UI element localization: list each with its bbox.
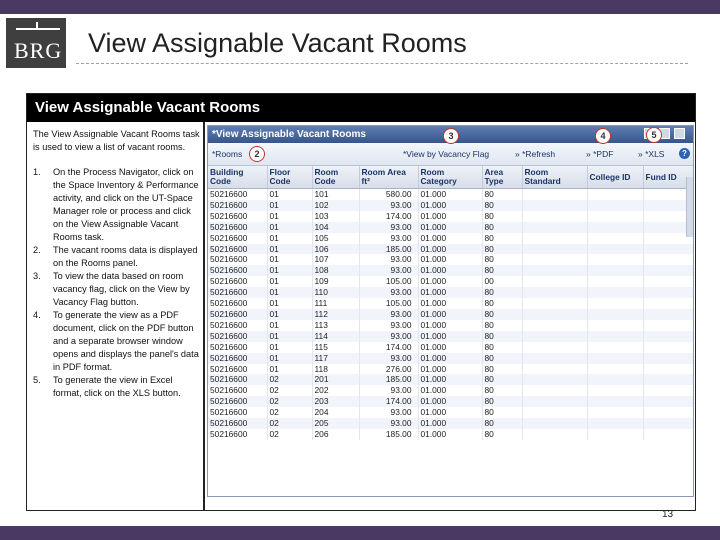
table-cell bbox=[587, 276, 643, 287]
table-cell bbox=[643, 342, 693, 353]
table-cell bbox=[587, 233, 643, 244]
table-cell bbox=[587, 342, 643, 353]
table-cell: 80 bbox=[482, 331, 522, 342]
table-cell: 01 bbox=[267, 276, 312, 287]
table-cell: 50216600 bbox=[208, 407, 267, 418]
table-cell: 01.000 bbox=[418, 331, 482, 342]
table-cell: 80 bbox=[482, 342, 522, 353]
table-cell: 01 bbox=[267, 342, 312, 353]
table-cell: 01.000 bbox=[418, 364, 482, 375]
table-cell bbox=[587, 211, 643, 222]
table-cell: 01.000 bbox=[418, 309, 482, 320]
table-cell: 50216600 bbox=[208, 244, 267, 255]
refresh-button[interactable]: » *Refresh bbox=[515, 149, 556, 159]
table-cell bbox=[643, 331, 693, 342]
app-window-title-text: *View Assignable Vacant Rooms bbox=[212, 129, 366, 140]
table-cell: 50216600 bbox=[208, 265, 267, 276]
table-cell bbox=[643, 254, 693, 265]
content-frame bbox=[26, 93, 696, 511]
table-row[interactable] bbox=[208, 200, 693, 211]
table-cell: 112 bbox=[312, 309, 359, 320]
table-cell bbox=[643, 364, 693, 375]
table-row[interactable] bbox=[208, 342, 693, 353]
table-cell: 01.000 bbox=[418, 276, 482, 287]
table-cell: 93.00 bbox=[359, 222, 418, 233]
table-cell: 01.000 bbox=[418, 418, 482, 429]
table-cell bbox=[587, 418, 643, 429]
table-cell: 50216600 bbox=[208, 364, 267, 375]
table-cell: 01 bbox=[267, 364, 312, 375]
table-cell: 206 bbox=[312, 429, 359, 440]
table-row[interactable] bbox=[208, 331, 693, 342]
table-cell: 80 bbox=[482, 418, 522, 429]
table-cell bbox=[522, 265, 587, 276]
table-cell: 01.000 bbox=[418, 200, 482, 211]
table-cell: 50216600 bbox=[208, 189, 267, 200]
table-cell: 80 bbox=[482, 222, 522, 233]
table-cell: 01.000 bbox=[418, 265, 482, 276]
callout-3: 3 bbox=[443, 128, 459, 144]
table-cell bbox=[587, 222, 643, 233]
table-cell: 174.00 bbox=[359, 211, 418, 222]
table-cell bbox=[643, 276, 693, 287]
table-row[interactable] bbox=[208, 244, 693, 255]
table-cell bbox=[522, 211, 587, 222]
table-cell: 01 bbox=[267, 233, 312, 244]
table-cell: 80 bbox=[482, 429, 522, 440]
column-header[interactable]: Fund ID bbox=[643, 166, 693, 189]
table-cell bbox=[587, 374, 643, 385]
table-cell: 50216600 bbox=[208, 385, 267, 396]
table-cell bbox=[587, 396, 643, 407]
table-cell: 80 bbox=[482, 320, 522, 331]
table-cell bbox=[643, 429, 693, 440]
table-row[interactable] bbox=[208, 298, 693, 309]
table-cell: 80 bbox=[482, 287, 522, 298]
pdf-button[interactable]: » *PDF bbox=[586, 149, 614, 159]
table-row[interactable] bbox=[208, 276, 693, 287]
table-cell: 93.00 bbox=[359, 200, 418, 211]
table-row[interactable] bbox=[208, 309, 693, 320]
table-cell bbox=[587, 298, 643, 309]
page-title: View Assignable Vacant Rooms bbox=[88, 28, 467, 58]
help-icon[interactable]: ? bbox=[679, 148, 690, 159]
table-cell: 50216600 bbox=[208, 309, 267, 320]
table-cell: 00 bbox=[482, 276, 522, 287]
table-cell bbox=[522, 254, 587, 265]
table-cell: 580.00 bbox=[359, 189, 418, 200]
table-cell: 01.000 bbox=[418, 353, 482, 364]
table-cell: 02 bbox=[267, 374, 312, 385]
table-cell: 80 bbox=[482, 265, 522, 276]
table-cell: 01.000 bbox=[418, 396, 482, 407]
table-cell bbox=[643, 309, 693, 320]
table-row[interactable] bbox=[208, 233, 693, 244]
table-row[interactable] bbox=[208, 254, 693, 265]
table-cell: 01 bbox=[267, 254, 312, 265]
table-cell bbox=[587, 244, 643, 255]
table-cell: 01.000 bbox=[418, 429, 482, 440]
table-cell bbox=[643, 374, 693, 385]
table-row[interactable] bbox=[208, 211, 693, 222]
table-cell: 01 bbox=[267, 222, 312, 233]
table-cell bbox=[587, 331, 643, 342]
table-cell: 50216600 bbox=[208, 374, 267, 385]
table-cell: 80 bbox=[482, 309, 522, 320]
step-item: 4. To generate the view as a PDF document, click on the PDF button and a separate browser window opens and displays the panel's data in PDF format. bbox=[33, 310, 199, 372]
table-cell: 01 bbox=[267, 309, 312, 320]
table-cell: 80 bbox=[482, 407, 522, 418]
table-cell: 204 bbox=[312, 407, 359, 418]
table-row[interactable] bbox=[208, 385, 693, 396]
table-cell: 80 bbox=[482, 189, 522, 200]
table-cell: 01.000 bbox=[418, 254, 482, 265]
step-item: 3. To view the data based on room vacancy flag, click on the View by Vacancy Flag button. bbox=[33, 271, 190, 307]
grid-body bbox=[208, 189, 693, 440]
table-cell: 174.00 bbox=[359, 342, 418, 353]
table-cell bbox=[522, 320, 587, 331]
table-cell: 201 bbox=[312, 374, 359, 385]
table-cell: 113 bbox=[312, 320, 359, 331]
step-item: 5. To generate the view in Excel format, click on the XLS button. bbox=[33, 375, 181, 398]
table-cell: 93.00 bbox=[359, 353, 418, 364]
table-cell: 01 bbox=[267, 320, 312, 331]
table-cell bbox=[643, 407, 693, 418]
table-cell: 01.000 bbox=[418, 374, 482, 385]
toolbar bbox=[208, 143, 693, 166]
table-cell: 93.00 bbox=[359, 233, 418, 244]
table-cell bbox=[522, 222, 587, 233]
table-cell: 50216600 bbox=[208, 331, 267, 342]
table-cell: 50216600 bbox=[208, 429, 267, 440]
column-header[interactable]: Building Code bbox=[208, 166, 267, 189]
table-cell: 01 bbox=[267, 200, 312, 211]
table-cell: 50216600 bbox=[208, 418, 267, 429]
table-cell: 01.000 bbox=[418, 189, 482, 200]
table-cell: 01 bbox=[267, 211, 312, 222]
table-cell: 01.000 bbox=[418, 385, 482, 396]
top-bar bbox=[0, 0, 720, 14]
table-row[interactable] bbox=[208, 418, 693, 429]
table-cell: 50216600 bbox=[208, 254, 267, 265]
intro-text: The View Assignable Vacant Rooms task is used to view a list of vacant rooms. bbox=[33, 129, 200, 152]
table-cell bbox=[522, 189, 587, 200]
table-row[interactable] bbox=[208, 353, 693, 364]
table-row[interactable] bbox=[208, 374, 693, 385]
table-cell bbox=[522, 233, 587, 244]
bottom-bar bbox=[0, 526, 720, 540]
table-cell: 01 bbox=[267, 189, 312, 200]
table-cell: 93.00 bbox=[359, 418, 418, 429]
title-divider bbox=[76, 63, 688, 64]
table-cell: 01 bbox=[267, 287, 312, 298]
table-cell: 203 bbox=[312, 396, 359, 407]
table-cell bbox=[587, 287, 643, 298]
table-cell bbox=[522, 396, 587, 407]
table-cell bbox=[587, 254, 643, 265]
view-by-vacancy-flag-button[interactable]: *View by Vacancy Flag bbox=[403, 149, 490, 159]
table-row[interactable] bbox=[208, 407, 693, 418]
table-cell: 104 bbox=[312, 222, 359, 233]
column-divider bbox=[203, 122, 205, 510]
vertical-scrollbar[interactable] bbox=[686, 177, 693, 237]
table-cell: 01.000 bbox=[418, 287, 482, 298]
table-cell: 80 bbox=[482, 244, 522, 255]
table-cell: 185.00 bbox=[359, 429, 418, 440]
table-cell: 80 bbox=[482, 200, 522, 211]
table-cell: 118 bbox=[312, 364, 359, 375]
table-cell bbox=[643, 265, 693, 276]
table-cell: 276.00 bbox=[359, 364, 418, 375]
table-cell: 01.000 bbox=[418, 222, 482, 233]
table-cell: 93.00 bbox=[359, 385, 418, 396]
table-cell: 01.000 bbox=[418, 244, 482, 255]
column-header[interactable]: Room Code bbox=[312, 166, 359, 189]
table-cell: 185.00 bbox=[359, 374, 418, 385]
column-header[interactable]: Room Area ft² bbox=[359, 166, 418, 189]
table-cell bbox=[643, 287, 693, 298]
table-cell bbox=[522, 298, 587, 309]
column-header[interactable]: Floor Code bbox=[267, 166, 312, 189]
table-cell: 106 bbox=[312, 244, 359, 255]
table-cell: 111 bbox=[312, 298, 359, 309]
table-row[interactable] bbox=[208, 429, 693, 440]
table-cell: 50216600 bbox=[208, 233, 267, 244]
table-cell: 107 bbox=[312, 254, 359, 265]
table-cell: 01.000 bbox=[418, 298, 482, 309]
table-cell: 02 bbox=[267, 407, 312, 418]
logo-line bbox=[16, 28, 60, 30]
table-cell: 115 bbox=[312, 342, 359, 353]
logo-text: BRG bbox=[14, 38, 63, 63]
table-cell bbox=[587, 309, 643, 320]
table-cell: 50216600 bbox=[208, 200, 267, 211]
table-cell: 01 bbox=[267, 265, 312, 276]
table-cell: 101 bbox=[312, 189, 359, 200]
table-cell: 50216600 bbox=[208, 211, 267, 222]
table-cell: 50216600 bbox=[208, 320, 267, 331]
table-row[interactable] bbox=[208, 265, 693, 276]
table-cell: 80 bbox=[482, 396, 522, 407]
column-header[interactable]: Room Category bbox=[418, 166, 482, 189]
table-cell bbox=[587, 407, 643, 418]
table-cell: 102 bbox=[312, 200, 359, 211]
table-cell: 01.000 bbox=[418, 211, 482, 222]
table-cell: 80 bbox=[482, 298, 522, 309]
table-cell: 105.00 bbox=[359, 298, 418, 309]
table-cell bbox=[522, 200, 587, 211]
table-cell: 110 bbox=[312, 287, 359, 298]
table-cell bbox=[522, 407, 587, 418]
table-cell: 117 bbox=[312, 353, 359, 364]
table-row[interactable] bbox=[208, 222, 693, 233]
table-row[interactable] bbox=[208, 396, 693, 407]
table-row[interactable] bbox=[208, 287, 693, 298]
table-row[interactable] bbox=[208, 364, 693, 375]
table-cell: 174.00 bbox=[359, 396, 418, 407]
table-cell bbox=[522, 287, 587, 298]
table-cell bbox=[587, 320, 643, 331]
step-item: 2. The vacant rooms data is displayed on the Rooms panel. bbox=[33, 245, 198, 268]
page-number: 13 bbox=[662, 509, 674, 520]
table-cell: 80 bbox=[482, 233, 522, 244]
table-cell: 105.00 bbox=[359, 276, 418, 287]
table-cell: 93.00 bbox=[359, 287, 418, 298]
table-cell bbox=[522, 276, 587, 287]
panel-title: View Assignable Vacant Rooms bbox=[27, 94, 695, 122]
brg-logo bbox=[6, 18, 66, 68]
table-cell: 50216600 bbox=[208, 222, 267, 233]
table-cell: 02 bbox=[267, 418, 312, 429]
table-cell: 185.00 bbox=[359, 244, 418, 255]
table-cell bbox=[643, 418, 693, 429]
table-cell: 50216600 bbox=[208, 276, 267, 287]
table-cell: 103 bbox=[312, 211, 359, 222]
table-cell: 01.000 bbox=[418, 320, 482, 331]
table-cell: 01 bbox=[267, 244, 312, 255]
table-cell bbox=[587, 385, 643, 396]
table-cell: 93.00 bbox=[359, 254, 418, 265]
table-cell bbox=[587, 189, 643, 200]
table-cell bbox=[522, 342, 587, 353]
rooms-tab[interactable]: *Rooms bbox=[212, 149, 243, 159]
column-header[interactable]: Area Type bbox=[482, 166, 522, 189]
table-cell: 109 bbox=[312, 276, 359, 287]
table-cell: 93.00 bbox=[359, 309, 418, 320]
app-screenshot bbox=[207, 125, 694, 497]
table-cell: 02 bbox=[267, 396, 312, 407]
table-cell bbox=[587, 429, 643, 440]
table-cell: 80 bbox=[482, 385, 522, 396]
table-cell: 114 bbox=[312, 331, 359, 342]
table-cell bbox=[643, 353, 693, 364]
table-cell bbox=[643, 320, 693, 331]
table-cell bbox=[643, 244, 693, 255]
table-cell bbox=[522, 385, 587, 396]
table-cell bbox=[522, 309, 587, 320]
table-row[interactable] bbox=[208, 189, 693, 200]
table-cell: 93.00 bbox=[359, 265, 418, 276]
table-cell: 93.00 bbox=[359, 320, 418, 331]
table-cell: 01 bbox=[267, 353, 312, 364]
table-cell: 205 bbox=[312, 418, 359, 429]
table-cell bbox=[522, 364, 587, 375]
table-cell bbox=[587, 200, 643, 211]
steps-list bbox=[33, 166, 201, 400]
table-cell: 01.000 bbox=[418, 233, 482, 244]
rooms-grid bbox=[208, 166, 694, 440]
table-row[interactable] bbox=[208, 320, 693, 331]
table-cell: 80 bbox=[482, 353, 522, 364]
window-icon[interactable] bbox=[674, 128, 685, 139]
table-cell bbox=[522, 353, 587, 364]
table-cell bbox=[587, 265, 643, 276]
table-cell bbox=[643, 385, 693, 396]
table-cell bbox=[522, 244, 587, 255]
table-cell: 80 bbox=[482, 374, 522, 385]
table-cell: 105 bbox=[312, 233, 359, 244]
table-cell bbox=[522, 331, 587, 342]
xls-button[interactable]: » *XLS bbox=[638, 149, 665, 159]
table-cell: 02 bbox=[267, 385, 312, 396]
table-cell: 80 bbox=[482, 211, 522, 222]
table-cell bbox=[522, 429, 587, 440]
step-item: 1. On the Process Navigator, click on the Space Inventory & Performance activity, and click on the UT-Space Manager role or process and click on the View Assignable Vacant Rooms task. bbox=[33, 167, 199, 242]
column-header[interactable]: Room Standard bbox=[522, 166, 587, 189]
table-cell: 50216600 bbox=[208, 287, 267, 298]
table-cell: 01.000 bbox=[418, 407, 482, 418]
grid-header-row bbox=[208, 166, 693, 189]
table-cell: 80 bbox=[482, 254, 522, 265]
table-cell bbox=[643, 298, 693, 309]
table-cell: 50216600 bbox=[208, 342, 267, 353]
table-cell: 108 bbox=[312, 265, 359, 276]
table-cell: 50216600 bbox=[208, 396, 267, 407]
instructions bbox=[33, 128, 201, 400]
table-cell: 01 bbox=[267, 298, 312, 309]
table-cell: 50216600 bbox=[208, 298, 267, 309]
table-cell: 93.00 bbox=[359, 407, 418, 418]
table-cell: 80 bbox=[482, 364, 522, 375]
callout-2: 2 bbox=[249, 146, 265, 162]
table-cell bbox=[643, 396, 693, 407]
table-cell: 50216600 bbox=[208, 353, 267, 364]
column-header[interactable]: College ID bbox=[587, 166, 643, 189]
table-cell: 202 bbox=[312, 385, 359, 396]
table-cell: 02 bbox=[267, 429, 312, 440]
table-cell bbox=[587, 353, 643, 364]
table-cell bbox=[587, 364, 643, 375]
table-cell: 01 bbox=[267, 331, 312, 342]
callout-4: 4 bbox=[595, 128, 611, 144]
table-cell bbox=[522, 418, 587, 429]
table-cell bbox=[522, 374, 587, 385]
table-cell: 01.000 bbox=[418, 342, 482, 353]
callout-5: 5 bbox=[646, 127, 662, 143]
table-cell: 93.00 bbox=[359, 331, 418, 342]
